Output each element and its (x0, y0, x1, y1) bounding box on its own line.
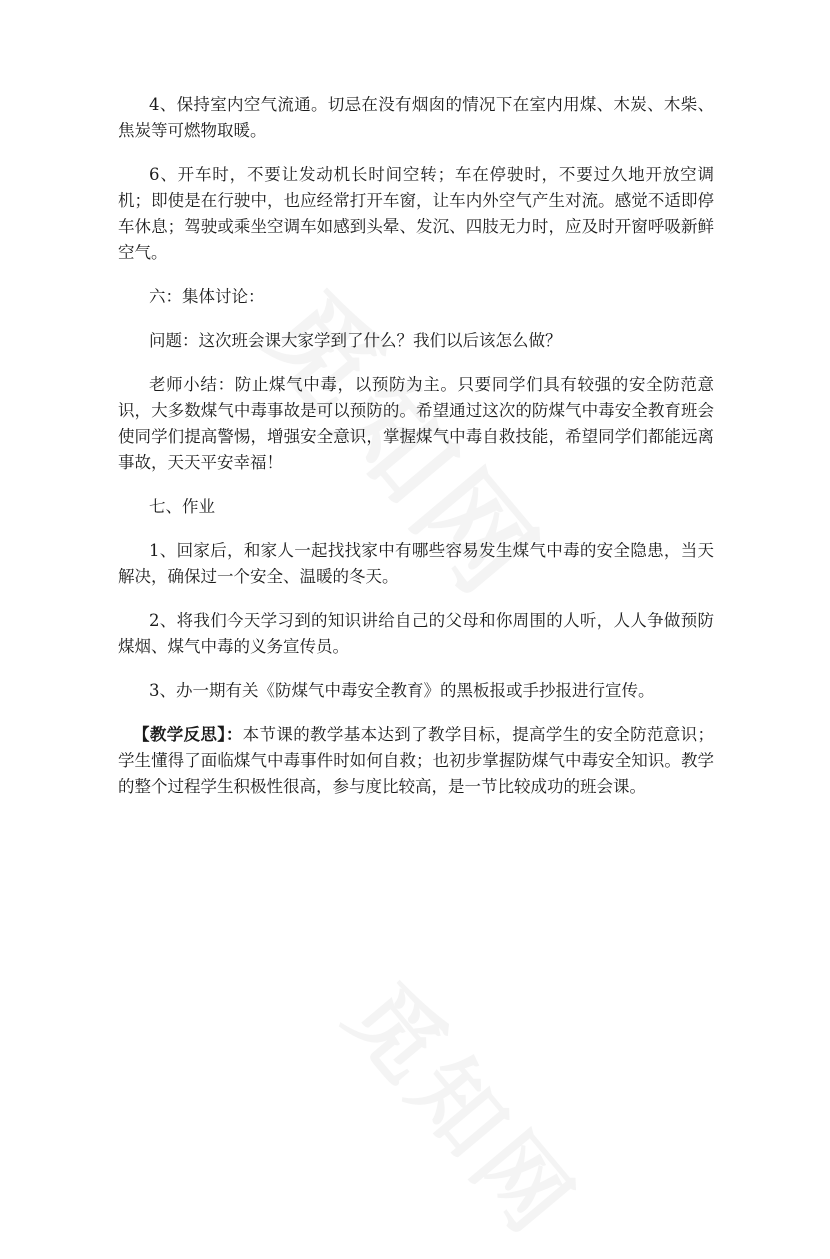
watermark (323, 951, 612, 1259)
homework-item-1: 1、回家后，和家人一起找找家中有哪些容易发生煤气中毒的安全隐患，当天解决，确保过一个安全、温暖的冬天。 (118, 541, 714, 586)
section-heading-discussion: 六：集体讨论： (149, 287, 265, 306)
paragraph-item-4: 4、保持室内空气流通。切忌在没有烟囱的情况下在室内用煤、木炭、木柴、焦炭等可燃物取暖。 (118, 95, 714, 140)
paragraph-teacher-summary: 老师小结：防止煤气中毒，以预防为主。只要同学们具有较强的安全防范意识，大多数煤气中毒事故是可以预防的。希望通过这次的防煤气中毒安全教育班会使同学们提高警惕，增强安全意识，掌握煤气中毒自救技能，希望同学们都能远离事故，天天平安幸福！ (118, 375, 714, 472)
section-heading-homework: 七、作业 (149, 497, 215, 516)
paragraph-reflection (118, 722, 714, 800)
paragraph-question: 问题：这次班会课大家学到了什么？我们以后该怎么做？ (149, 331, 562, 350)
document-body (118, 92, 714, 818)
homework-item-2: 2、将我们今天学习到的知识讲给自己的父母和你周围的人听，人人争做预防煤烟、煤气中毒的义务宣传员。 (118, 611, 714, 656)
homework-item-3: 3、办一期有关《防煤气中毒安全教育》的黑板报或手抄报进行宣传。 (149, 681, 655, 700)
paragraph-item-6: 6、开车时，不要让发动机长时间空转；车在停驶时，不要过久地开放空调机；即使是在行驶中，也应经常打开车窗，让车内外空气产生对流。感觉不适即停车休息；驾驶或乘坐空调车如感到头晕、发沉、四肢无力时，应及时开窗呼吸新鲜空气。 (118, 165, 714, 262)
reflection-label: 【教学反思】： (133, 725, 243, 744)
reflection-text: 本节课的教学基本达到了教学目标，提高学生的安全防范意识；学生懂得了面临煤气中毒事件时如何自救；也初步掌握防煤气中毒安全知识。教学的整个过程学生积极性很高，参与度比较高，是一节比较成功的班会课。 (118, 725, 715, 796)
